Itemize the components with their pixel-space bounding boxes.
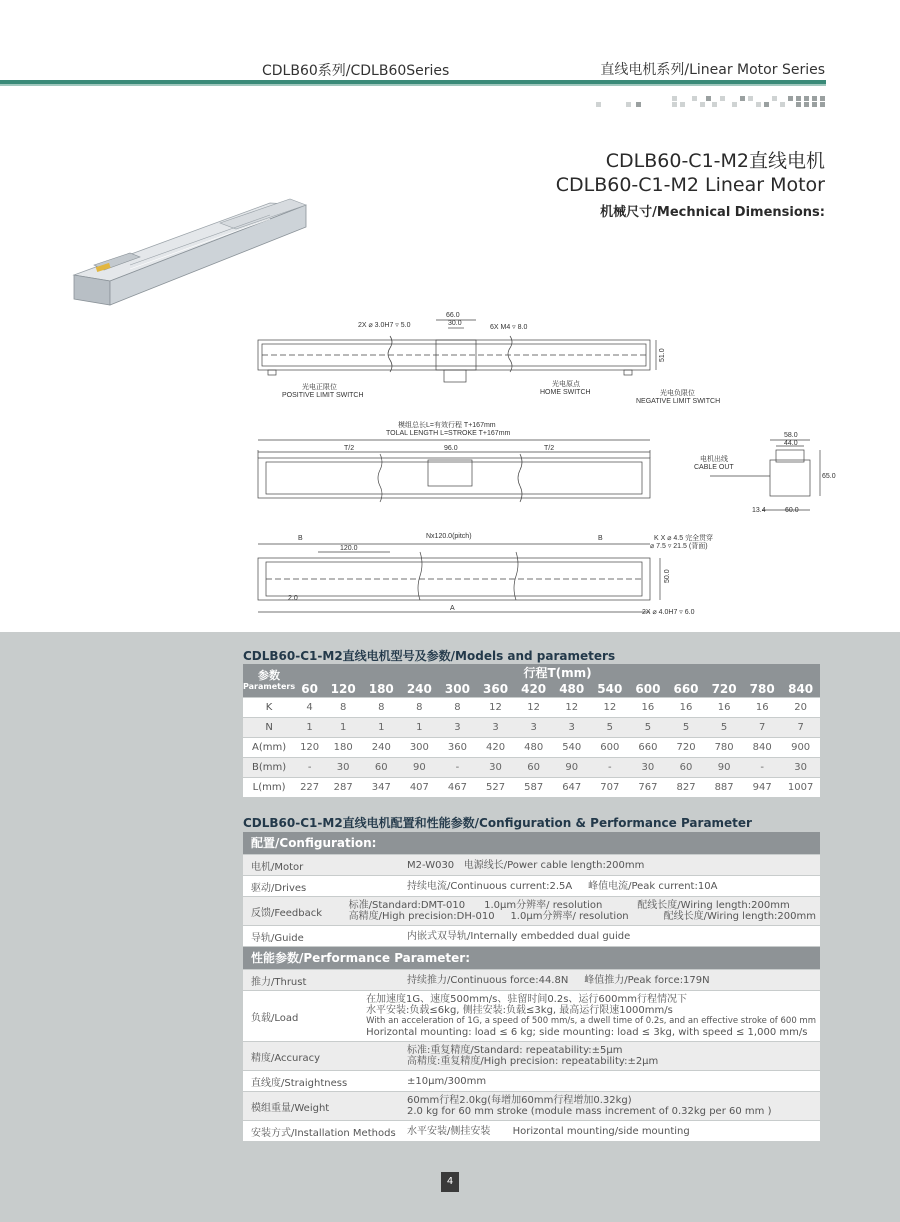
spec-value-line: 持续推力/Continuous force:44.8N 峰值推力/Peak force:179N [407, 974, 710, 986]
table-cell: 60 [667, 758, 705, 778]
table-cell: 180 [324, 738, 362, 758]
table-cell: 90 [400, 758, 438, 778]
table-cell: 1 [295, 718, 324, 738]
dim-tapped-holes: 6X M4 ▿ 8.0 [490, 324, 528, 331]
table-cell: 16 [629, 698, 667, 718]
spec-value-line: With an acceleration of 1G, a speed of 500 mm/s, a dwell time of 0.2s, and an effective stroke of 600 mm [366, 1016, 816, 1026]
table-cell: 780 [705, 738, 743, 758]
spec-value [403, 1092, 820, 1120]
side-13-4: 13.4 [752, 507, 766, 514]
dimensions-subtitle: 机械尺寸/Mechnical Dimensions: [600, 205, 825, 220]
spec-value [403, 1042, 820, 1070]
header-dot-pattern [596, 96, 826, 108]
dim-pinhole: 2X ⌀ 3.0H7 ▿ 5.0 [358, 322, 411, 329]
table-cell: 767 [629, 778, 667, 798]
performance-band: 性能参数/Performance Parameter: [243, 946, 820, 969]
table-cell: 12 [515, 698, 553, 718]
table-cell: 30 [629, 758, 667, 778]
table-cell: 16 [705, 698, 743, 718]
product-title-cn: CDLB60-C1-M2直线电机 [605, 150, 825, 172]
spec-value-line: 高精度:重复精度/High precision: repeatability:±2μm [407, 1056, 659, 1067]
stroke-header-cell: 180 [362, 681, 400, 698]
table-cell: 840 [743, 738, 781, 758]
neg-limit-en: NEGATIVE LIMIT SWITCH [636, 398, 721, 405]
table-cell: 12 [591, 698, 629, 718]
pitch-label: Nx120.0(pitch) [426, 533, 472, 540]
stroke-header-cell: 60 [295, 681, 324, 698]
param-header-cn: 参数 [258, 668, 281, 682]
table-cell: 8 [400, 698, 438, 718]
spec-value [362, 991, 820, 1041]
table-cell: 5 [705, 718, 743, 738]
table-cell: 1007 [781, 778, 820, 798]
table-cell: 8 [438, 698, 476, 718]
dim-30: 30.0 [448, 320, 462, 327]
table-cell: 4 [295, 698, 324, 718]
spec-value [403, 1071, 820, 1091]
b-left: B [298, 535, 303, 542]
table-cell: 660 [629, 738, 667, 758]
spec-key: 导轨/Guide [251, 932, 304, 944]
t-half-right: T/2 [544, 445, 555, 452]
table-row [243, 778, 820, 798]
spec-row [243, 925, 820, 946]
page-number: 4 [441, 1172, 459, 1192]
table-cell: 240 [362, 738, 400, 758]
spec-key: 安装方式/Installation Methods [251, 1127, 396, 1139]
table-cell: 5 [591, 718, 629, 738]
table-cell: 30 [477, 758, 515, 778]
row-label: N [243, 718, 295, 738]
spec-value-line: 内嵌式双导轨/Internally embedded dual guide [407, 930, 631, 942]
stroke-values-row [243, 681, 820, 698]
kx-holes-1: K X ⌀ 4.5 完全贯穿 [654, 535, 714, 542]
kx-holes-2: ⌀ 7.5 ▿ 21.5 (背面) [650, 543, 708, 550]
performance-rows [243, 969, 820, 1141]
stroke-header-cell: 660 [667, 681, 705, 698]
spec-value [403, 1121, 820, 1141]
config-rows [243, 854, 820, 946]
spec-value [403, 970, 820, 990]
spec-value [403, 855, 820, 875]
side-65: 65.0 [822, 473, 836, 480]
row-label: K [243, 698, 295, 718]
table-cell: 8 [362, 698, 400, 718]
stroke-header-cell: 120 [324, 681, 362, 698]
config-band: 配置/Configuration: [243, 832, 820, 854]
stroke-header-cell: 780 [743, 681, 781, 698]
spec-value-line: M2-W030 电源线长/Power cable length:200mm [407, 859, 645, 871]
table-cell: 527 [477, 778, 515, 798]
table-cell: 360 [438, 738, 476, 758]
table-cell: 30 [324, 758, 362, 778]
pin-holes: 2X ⌀ 4.0H7 ▿ 6.0 [642, 609, 695, 616]
spec-row [243, 875, 820, 896]
header-rule-light [0, 84, 826, 86]
table-cell: 720 [667, 738, 705, 758]
pos-limit-cn: 光电正限位 [302, 384, 337, 391]
b-right: B [598, 535, 603, 542]
table-cell: 647 [553, 778, 591, 798]
spec-row [243, 990, 820, 1041]
spec-row [243, 969, 820, 990]
table-cell: 900 [781, 738, 820, 758]
table-cell: 3 [477, 718, 515, 738]
table-cell: 8 [324, 698, 362, 718]
neg-limit-cn: 光电负限位 [660, 390, 695, 397]
spec-value [345, 897, 820, 925]
table-cell: - [591, 758, 629, 778]
spec-key: 反馈/Feedback [251, 907, 322, 919]
table-cell: 20 [781, 698, 820, 718]
table-cell: 90 [705, 758, 743, 778]
cable-out-en: CABLE OUT [694, 464, 734, 471]
spec-key: 负载/Load [251, 1012, 299, 1024]
side-44: 44.0 [784, 440, 798, 447]
stroke-header: 行程T(mm) [295, 664, 820, 681]
spec-value [403, 926, 820, 946]
table-cell: - [438, 758, 476, 778]
spec-value-line: 标准:重复精度/Standard: repeatability:±5μm [407, 1045, 623, 1056]
header-series-label: CDLB60系列/CDLB60Series [262, 63, 450, 79]
table-cell: 227 [295, 778, 324, 798]
table-cell: 347 [362, 778, 400, 798]
spec-row [243, 896, 820, 925]
table-cell: 827 [667, 778, 705, 798]
models-table [243, 664, 820, 797]
table-cell: 3 [515, 718, 553, 738]
pos-limit-en: POSITIVE LIMIT SWITCH [282, 392, 364, 399]
table-cell: 12 [553, 698, 591, 718]
spec-row [243, 1091, 820, 1120]
dim-51: 51.0 [659, 348, 666, 362]
table-row [243, 758, 820, 778]
stroke-header-cell: 360 [477, 681, 515, 698]
table-cell: 5 [667, 718, 705, 738]
table-cell: 3 [438, 718, 476, 738]
table-cell: 407 [400, 778, 438, 798]
center-96: 96.0 [444, 445, 458, 452]
models-section-title: CDLB60-C1-M2直线电机型号及参数/Models and parameters [243, 649, 616, 663]
spec-value-line: Horizontal mounting: load ≤ 6 kg; side mounting: load ≤ 3kg, with speed ≤ 1,000 mm/s [366, 1027, 808, 1038]
pitch-120: 120.0 [340, 545, 358, 552]
models-body [243, 698, 820, 798]
spec-row [243, 1041, 820, 1070]
table-cell: 90 [553, 758, 591, 778]
spec-value-line: 持续电流/Continuous current:2.5A 峰值电流/Peak current:10A [407, 880, 718, 892]
spec-value-line: 高精度/High precision:DH-010 1.0μm分辨率/ resolution 配线长度/Wiring length:200mm [348, 911, 816, 922]
spec-key: 直线度/Straightness [251, 1077, 348, 1089]
side-view [710, 440, 820, 510]
config-table [243, 832, 820, 1141]
product-title-en: CDLB60-C1-M2 Linear Motor [555, 174, 825, 196]
table-cell: 16 [667, 698, 705, 718]
table-cell: 1 [362, 718, 400, 738]
table-cell: 120 [295, 738, 324, 758]
table-cell: 600 [591, 738, 629, 758]
spec-value-line: 水平安装/侧挂安装 Horizontal mounting/side mounting [407, 1125, 690, 1137]
table-cell: - [743, 758, 781, 778]
spec-value-line: 标准/Standard:DMT-010 1.0μm分辨率/ resolution 配线长度/Wiring length:200mm [348, 900, 790, 911]
table-cell: 420 [477, 738, 515, 758]
table-cell: 947 [743, 778, 781, 798]
table-cell: 287 [324, 778, 362, 798]
spec-row [243, 1070, 820, 1091]
spec-row [243, 1120, 820, 1141]
table-cell: 12 [477, 698, 515, 718]
table-cell: 707 [591, 778, 629, 798]
table-cell: 16 [743, 698, 781, 718]
table-cell: - [295, 758, 324, 778]
bottom-view [258, 544, 660, 612]
spec-row [243, 854, 820, 875]
param-header [243, 664, 295, 698]
table-cell: 3 [553, 718, 591, 738]
table-cell: 467 [438, 778, 476, 798]
table-row [243, 738, 820, 758]
t-half-left: T/2 [344, 445, 355, 452]
spec-key: 精度/Accuracy [251, 1052, 321, 1064]
table-cell: 480 [515, 738, 553, 758]
home-en: HOME SWITCH [540, 389, 591, 396]
home-cn: 光电原点 [552, 381, 580, 388]
stroke-header-cell: 600 [629, 681, 667, 698]
spec-value-line: 2.0 kg for 60 mm stroke (module mass increment of 0.32kg per 60 mm ) [407, 1106, 772, 1117]
table-cell: 1 [400, 718, 438, 738]
side-58: 58.0 [784, 432, 798, 439]
stroke-header-cell: 540 [591, 681, 629, 698]
spec-value-line: 水平安装:负载≤6kg, 侧挂安装:负载≤3kg, 最高运行限速1000mm/s [366, 1005, 673, 1016]
spec-value-line: 在加速度1G、速度500mm/s、驻留时间0.2s、运行600mm行程情况下 [366, 994, 688, 1005]
total-length-en: TOLAL LENGTH L=STROKE T+167mm [386, 430, 511, 437]
stroke-header-cell: 480 [553, 681, 591, 698]
table-cell: 540 [553, 738, 591, 758]
side-60: 60.0 [785, 507, 799, 514]
row-label: L(mm) [243, 778, 295, 798]
row-label: A(mm) [243, 738, 295, 758]
table-cell: 300 [400, 738, 438, 758]
table-cell: 60 [515, 758, 553, 778]
product-illustration [70, 195, 310, 315]
spec-value [403, 876, 820, 896]
spec-value-line: ±10μm/300mm [407, 1075, 487, 1087]
table-cell: 587 [515, 778, 553, 798]
table-cell: 7 [781, 718, 820, 738]
stroke-header-cell: 420 [515, 681, 553, 698]
table-row [243, 698, 820, 718]
table-cell: 30 [781, 758, 820, 778]
stroke-header-cell: 240 [400, 681, 438, 698]
table-cell: 7 [743, 718, 781, 738]
config-section-title: CDLB60-C1-M2直线电机配置和性能参数/Configuration & Performance Parameter [243, 816, 752, 830]
table-cell: 1 [324, 718, 362, 738]
stroke-header-cell: 720 [705, 681, 743, 698]
stroke-header-cell: 840 [781, 681, 820, 698]
stroke-header-cell: 300 [438, 681, 476, 698]
table-row [243, 718, 820, 738]
dim-a: A [450, 605, 455, 612]
cable-out-cn: 电机出线 [700, 456, 728, 463]
table-cell: 60 [362, 758, 400, 778]
row-label: B(mm) [243, 758, 295, 778]
mechanical-drawing [240, 300, 840, 630]
offset-2: 2.0 [288, 595, 298, 602]
total-length-cn: 模组总长L=有效行程 T+167mm [398, 422, 496, 429]
spec-key: 驱动/Drives [251, 882, 307, 894]
top-view [258, 320, 656, 382]
spec-key: 电机/Motor [251, 861, 304, 873]
height-50: 50.0 [664, 569, 671, 583]
param-header-en: Parameters [243, 681, 296, 691]
table-cell: 5 [629, 718, 667, 738]
dim-66: 66.0 [446, 312, 460, 319]
spec-key: 推力/Thrust [251, 976, 307, 988]
spec-value-line: 60mm行程2.0kg(每增加60mm行程增加0.32kg) [407, 1095, 632, 1106]
table-cell: 887 [705, 778, 743, 798]
header-category-label: 直线电机系列/Linear Motor Series [600, 62, 825, 78]
spec-key: 模组重量/Weight [251, 1102, 330, 1114]
